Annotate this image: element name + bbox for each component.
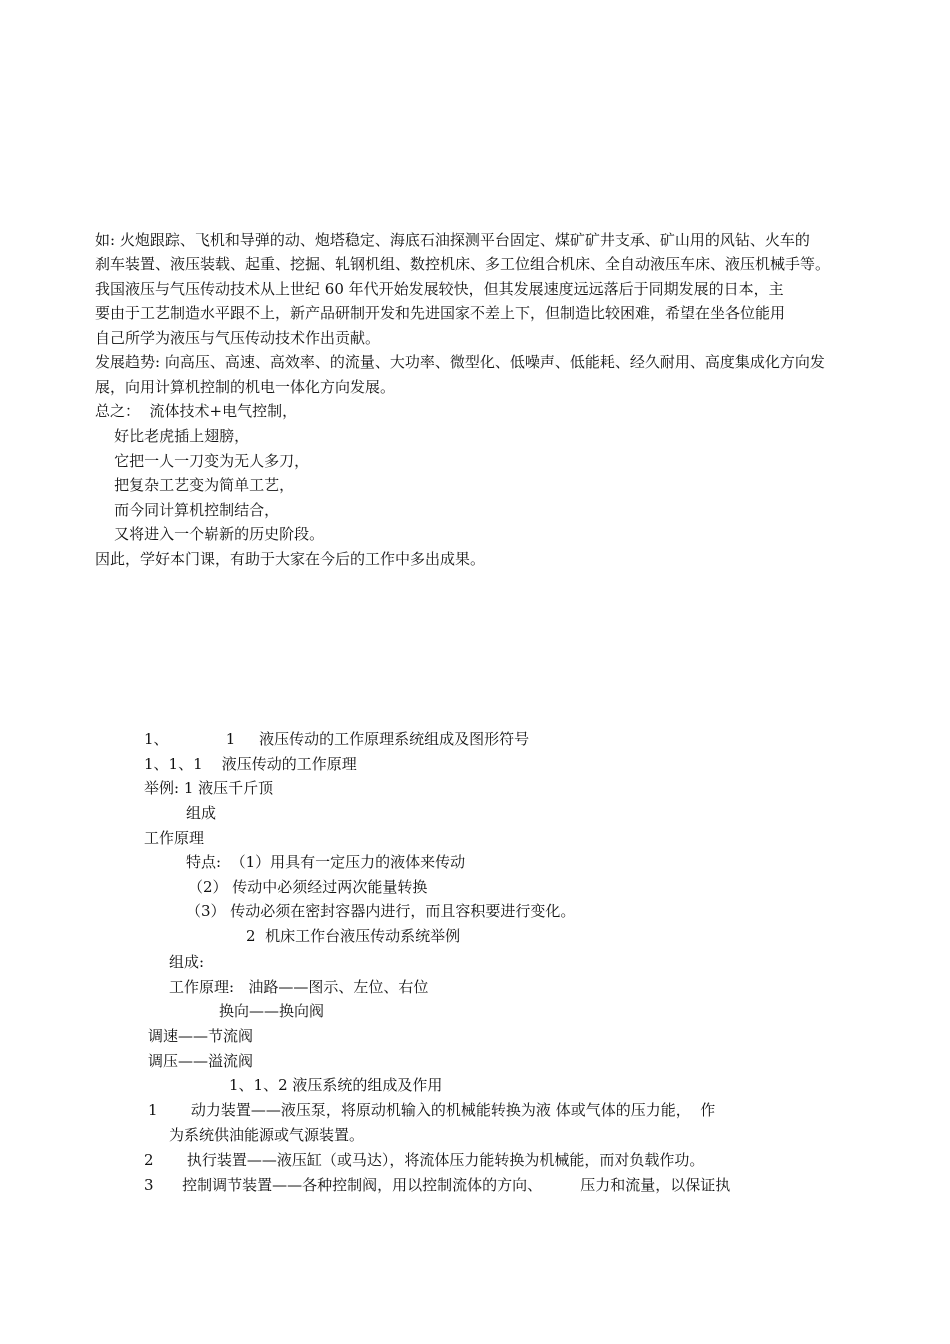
text-line: 调压——溢流阀 [148,1052,254,1070]
chapter-heading: 1、 1 液压传动的工作原理系统组成及图形符号 [144,730,530,748]
text-line: 3 控制调节装置——各种控制阀，用以控制流体的方向、 压力和流量，以保证执 [144,1176,731,1194]
verse-line: 又将进入一个崭新的历史阶段。 [95,525,325,543]
section-heading: 1、1、2 液压系统的组成及作用 [229,1076,443,1094]
verse-line: 它把一人一刀变为无人多刀， [95,452,310,470]
section-heading: 1、1、1 液压传动的工作原理 [144,755,357,773]
text-line: 举例: 1 液压千斤顶 [144,779,274,797]
text-line: 为系统供油能源或气源装置。 [169,1126,365,1144]
text-line: 因此，学好本门课，有助于大家在今后的工作中多出成果。 [95,550,486,568]
subsection-heading: 2 机床工作台液压传动系统举例 [246,927,461,945]
text-line: 调速——节流阀 [148,1027,254,1045]
text-line: （2） 传动中必须经过两次能量转换 [188,878,428,896]
text-line: 组成: [169,953,205,971]
text-line: 发展趋势: 向高压、高速、高效率、的流量、大功率、微型化、低噪声、低能耗、经久耐用、高度集成化方向发 [95,353,825,371]
text-line: 2 执行装置——液压缸（或马达），将流体压力能转换为机械能，而对负载作功。 [144,1151,705,1169]
text-line: 我国液压与气压传动技术从上世纪 60 年代开始发展较快，但其发展速度远远落后于同期发展的日本，主 [95,280,784,298]
text-line: 工作原理 [144,829,205,847]
text-line: 自己所学为液压与气压传动技术作出贡献。 [95,329,381,347]
text-line: 工作原理: 油路——图示、左位、右位 [169,978,429,996]
verse-line: 好比老虎插上翅膀， [95,427,250,445]
text-line: 总之： 流体技术+电气控制， [95,402,298,420]
text-line: 1 动力装置——液压泵，将原动机输入的机械能转换为液 体或气体的压力能， 作 [148,1101,716,1119]
verse-line: 把复杂工艺变为简单工艺， [95,476,295,494]
text-line: 展，向用计算机控制的机电一体化方向发展。 [95,378,396,396]
text-line: 特点: （1）用具有一定压力的液体来传动 [186,853,466,871]
text-line: 如: 火炮跟踪、飞机和导弹的动、炮塔稳定、海底石油探测平台固定、煤矿矿井支承、矿山用的风钻、火车的 [95,231,810,249]
text-line: 换向——换向阀 [219,1002,325,1020]
text-line: 组成 [186,804,217,822]
text-line: 刹车装置、液压装载、起重、挖掘、轧钢机组、数控机床、多工位组合机床、全自动液压车床、液压机械手等。 [95,255,831,273]
text-line: （3） 传动必须在密封容器内进行，而且容积要进行变化。 [186,902,576,920]
text-line: 要由于工艺制造水平跟不上，新产品研制开发和先进国家不差上下，但制造比较困难，希望在坐各位能用 [95,304,786,322]
verse-line: 而今同计算机控制结合， [95,501,280,519]
